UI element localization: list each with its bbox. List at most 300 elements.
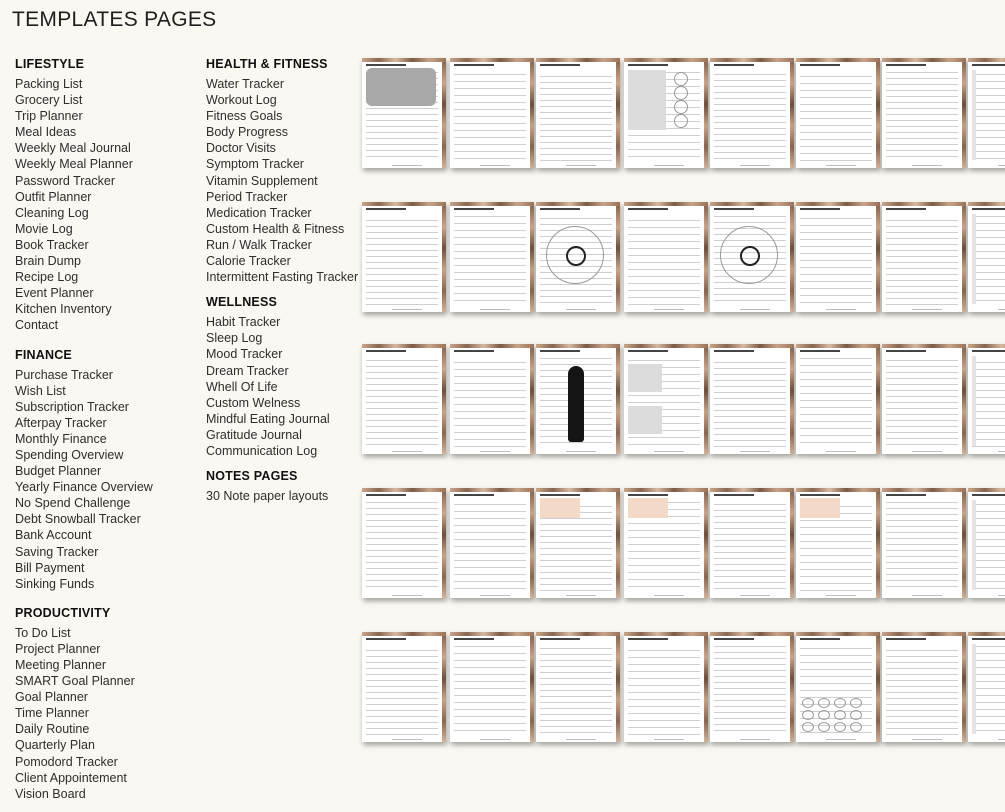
ruled-line bbox=[628, 579, 700, 580]
thumbnail-heading bbox=[540, 64, 580, 66]
template-link[interactable]: Movie Log bbox=[15, 221, 73, 236]
ruled-line bbox=[886, 426, 958, 427]
ruled-line bbox=[972, 581, 1005, 582]
ruled-line bbox=[714, 670, 786, 671]
template-page-thumbnail[interactable] bbox=[450, 488, 534, 598]
template-page-thumbnail[interactable] bbox=[710, 58, 794, 168]
ruled-line bbox=[628, 276, 700, 277]
template-page-thumbnail[interactable] bbox=[624, 58, 708, 168]
ruled-line bbox=[714, 222, 786, 223]
template-link[interactable]: Dream Tracker bbox=[206, 363, 289, 378]
ruled-line bbox=[628, 402, 700, 403]
ruled-line bbox=[886, 550, 958, 551]
template-link[interactable]: Purchase Tracker bbox=[15, 367, 113, 382]
template-link[interactable]: Yearly Finance Overview bbox=[15, 480, 153, 495]
template-page-thumbnail[interactable] bbox=[450, 58, 534, 168]
footer-line bbox=[654, 595, 684, 596]
template-page-thumbnail[interactable] bbox=[536, 488, 620, 598]
ruled-line bbox=[800, 590, 872, 591]
ruled-line bbox=[714, 368, 786, 369]
template-link[interactable]: To Do List bbox=[15, 625, 71, 640]
template-link[interactable]: Book Tracker bbox=[15, 237, 89, 252]
ruled-line bbox=[972, 723, 1005, 724]
template-link[interactable]: Monthly Finance bbox=[15, 431, 107, 446]
template-page-thumbnail[interactable] bbox=[796, 632, 880, 742]
footer-line bbox=[998, 739, 1005, 740]
ruled-line bbox=[540, 530, 612, 531]
ruled-line bbox=[366, 674, 438, 675]
thumbnail-row bbox=[362, 58, 1005, 170]
template-link[interactable]: Meeting Planner bbox=[15, 658, 107, 672]
thumbnail-heading bbox=[714, 208, 754, 210]
ruled-line bbox=[540, 584, 612, 585]
template-link[interactable]: 30 Note paper layouts bbox=[206, 489, 329, 504]
ruled-line bbox=[540, 82, 612, 83]
ruled-line bbox=[800, 548, 872, 549]
thumbnail-heading bbox=[800, 350, 840, 352]
ruled-line bbox=[886, 574, 958, 575]
ruled-line bbox=[714, 564, 786, 565]
template-link[interactable]: Time Planner bbox=[15, 706, 89, 721]
ruled-line bbox=[886, 668, 958, 669]
thumbnail-heading bbox=[540, 208, 580, 210]
ruled-line bbox=[714, 110, 786, 111]
ruled-line bbox=[800, 239, 872, 240]
template-page-thumbnail[interactable] bbox=[968, 344, 1005, 454]
ruled-line bbox=[540, 524, 612, 525]
ruled-line bbox=[366, 650, 438, 651]
tab-bar bbox=[450, 632, 534, 636]
ruled-line bbox=[886, 662, 958, 663]
ruled-line bbox=[628, 360, 700, 361]
tab-bar bbox=[536, 344, 620, 348]
ruled-line bbox=[714, 706, 786, 707]
ruled-line bbox=[714, 516, 786, 517]
template-link[interactable]: Workout Log bbox=[206, 93, 277, 108]
ruled-line bbox=[454, 560, 526, 561]
ruled-line bbox=[366, 366, 438, 367]
template-page-thumbnail[interactable] bbox=[968, 202, 1005, 312]
footer-line bbox=[740, 739, 770, 740]
template-page-thumbnail[interactable] bbox=[796, 202, 880, 312]
ruled-line bbox=[886, 72, 958, 73]
template-link[interactable]: Gratitude Journal bbox=[206, 427, 302, 442]
ruled-line bbox=[800, 386, 872, 387]
tab-bar bbox=[968, 202, 1005, 206]
ruled-line bbox=[454, 709, 526, 710]
ruled-line bbox=[366, 298, 438, 299]
footer-line bbox=[912, 739, 942, 740]
template-link[interactable]: Sleep Log bbox=[206, 331, 263, 346]
ruled-line bbox=[454, 376, 526, 377]
template-page-thumbnail[interactable] bbox=[710, 202, 794, 312]
ruled-line bbox=[366, 438, 438, 439]
template-link[interactable]: Wish List bbox=[15, 383, 66, 398]
ruled-line bbox=[800, 655, 872, 656]
ruled-line bbox=[886, 692, 958, 693]
template-link[interactable]: Body Progress bbox=[206, 125, 288, 140]
ruled-line bbox=[972, 369, 1005, 370]
ruled-line bbox=[972, 716, 1005, 717]
ruled-line bbox=[366, 256, 438, 257]
ruled-line bbox=[454, 404, 526, 405]
ruled-line bbox=[886, 538, 958, 539]
ruled-line bbox=[886, 366, 958, 367]
template-page-thumbnail[interactable] bbox=[796, 488, 880, 598]
template-page-thumbnail[interactable] bbox=[710, 344, 794, 454]
template-link[interactable]: Period Tracker bbox=[206, 189, 288, 204]
ruled-line bbox=[800, 281, 872, 282]
ruled-line bbox=[366, 274, 438, 275]
template-page-thumbnail[interactable] bbox=[362, 632, 446, 742]
template-page-thumbnail[interactable] bbox=[362, 488, 446, 598]
section-heading: NOTES PAGES bbox=[206, 469, 298, 484]
ruled-line bbox=[628, 444, 700, 445]
template-page-thumbnail[interactable] bbox=[710, 488, 794, 598]
template-page-thumbnail[interactable] bbox=[882, 202, 966, 312]
template-page-thumbnail[interactable] bbox=[624, 632, 708, 742]
ruled-line bbox=[800, 676, 872, 677]
footer-line bbox=[826, 451, 856, 452]
template-link[interactable]: Client Appointement bbox=[15, 770, 127, 785]
template-link[interactable]: Quarterly Plan bbox=[15, 738, 95, 753]
ruled-line bbox=[540, 572, 612, 573]
side-tabs bbox=[790, 636, 794, 742]
ruled-line bbox=[628, 437, 700, 438]
ruled-line bbox=[366, 262, 438, 263]
footer-line bbox=[566, 165, 596, 166]
template-page-thumbnail[interactable] bbox=[362, 344, 446, 454]
template-link[interactable]: Budget Planner bbox=[15, 464, 102, 479]
template-page-thumbnail[interactable] bbox=[536, 344, 620, 454]
ruled-line bbox=[972, 95, 1005, 96]
ruled-line bbox=[886, 680, 958, 681]
template-link[interactable]: No Spend Challenge bbox=[15, 496, 131, 511]
template-page-thumbnail[interactable] bbox=[968, 58, 1005, 168]
template-link[interactable]: Pomodord Tracker bbox=[15, 754, 118, 769]
template-page-thumbnail[interactable] bbox=[968, 488, 1005, 598]
challenge-circle bbox=[802, 698, 814, 708]
side-tabs bbox=[790, 62, 794, 168]
ruled-line bbox=[454, 123, 526, 124]
ruled-line bbox=[972, 695, 1005, 696]
ruled-line bbox=[366, 396, 438, 397]
ruled-line bbox=[972, 446, 1005, 447]
template-page-thumbnail[interactable] bbox=[536, 632, 620, 742]
ruled-line bbox=[540, 666, 612, 667]
ruled-line bbox=[454, 688, 526, 689]
template-link[interactable]: Custom Welness bbox=[206, 395, 301, 410]
template-page-thumbnail[interactable] bbox=[450, 344, 534, 454]
template-link[interactable]: SMART Goal Planner bbox=[15, 674, 135, 689]
ruled-line bbox=[886, 232, 958, 233]
ruled-line bbox=[800, 125, 872, 126]
template-page-thumbnail[interactable] bbox=[450, 202, 534, 312]
template-link[interactable]: Daily Routine bbox=[15, 722, 90, 737]
ruled-line bbox=[800, 583, 872, 584]
section-lifestyle bbox=[15, 55, 195, 334]
ruled-line bbox=[714, 134, 786, 135]
template-page-thumbnail[interactable] bbox=[882, 58, 966, 168]
ruled-line bbox=[972, 702, 1005, 703]
ruled-line bbox=[628, 713, 700, 714]
ruled-line bbox=[886, 722, 958, 723]
template-link[interactable]: Medication Tracker bbox=[206, 205, 312, 220]
template-link[interactable]: Bank Account bbox=[15, 528, 92, 543]
ruled-line bbox=[886, 256, 958, 257]
template-link[interactable]: Trip Planner bbox=[15, 109, 83, 124]
thumbnail-heading bbox=[454, 638, 494, 640]
ruled-line bbox=[454, 730, 526, 731]
template-link[interactable]: Grocery List bbox=[15, 93, 83, 108]
footer-line bbox=[740, 165, 770, 166]
template-link[interactable]: Vision Board bbox=[15, 786, 86, 801]
template-page-thumbnail[interactable] bbox=[536, 202, 620, 312]
ruled-line bbox=[714, 688, 786, 689]
ruled-line bbox=[540, 106, 612, 107]
template-link[interactable]: Kitchen Inventory bbox=[15, 302, 112, 317]
template-link[interactable]: Communication Log bbox=[206, 443, 318, 458]
tab-bar bbox=[882, 58, 966, 62]
template-link[interactable]: Outfit Planner bbox=[15, 189, 92, 204]
ruled-line bbox=[972, 390, 1005, 391]
template-link[interactable]: Packing List bbox=[15, 77, 83, 91]
page-title: TEMPLATES PAGES bbox=[12, 8, 217, 31]
template-link[interactable]: Subscription Tracker bbox=[15, 399, 129, 414]
ruled-line bbox=[366, 538, 438, 539]
ruled-line bbox=[714, 86, 786, 87]
template-link[interactable]: Cleaning Log bbox=[15, 205, 89, 220]
ruled-line bbox=[454, 258, 526, 259]
template-link[interactable]: Mood Tracker bbox=[206, 347, 283, 362]
ruled-line bbox=[366, 292, 438, 293]
tab-bar bbox=[536, 488, 620, 492]
template-page-thumbnail[interactable] bbox=[968, 632, 1005, 742]
ruled-line bbox=[366, 144, 438, 145]
body-figure bbox=[568, 366, 584, 442]
template-link[interactable]: Symptom Tracker bbox=[206, 157, 304, 172]
template-link[interactable]: Mindful Eating Journal bbox=[206, 411, 330, 426]
ruled-line bbox=[972, 251, 1005, 252]
ruled-line bbox=[454, 525, 526, 526]
template-link[interactable]: Weekly Meal Planner bbox=[15, 157, 133, 172]
ruled-line bbox=[714, 570, 786, 571]
thumbnail-row bbox=[362, 632, 1005, 744]
template-page-thumbnail[interactable] bbox=[362, 202, 446, 312]
template-link[interactable]: Run / Walk Tracker bbox=[206, 237, 312, 252]
ruled-line bbox=[800, 118, 872, 119]
template-link[interactable]: Project Planner bbox=[15, 641, 101, 656]
ruled-line bbox=[800, 267, 872, 268]
ruled-line bbox=[366, 668, 438, 669]
ruled-line bbox=[800, 576, 872, 577]
template-page-thumbnail[interactable] bbox=[796, 58, 880, 168]
circle-slot bbox=[674, 72, 688, 86]
template-link[interactable]: Afterpay Tracker bbox=[15, 415, 107, 430]
template-link[interactable]: Vitamin Supplement bbox=[206, 173, 318, 188]
ruled-line bbox=[800, 260, 872, 261]
template-link[interactable]: Event Planner bbox=[15, 286, 94, 301]
footer-line bbox=[654, 309, 684, 310]
ruled-line bbox=[714, 588, 786, 589]
template-link[interactable]: Contact bbox=[15, 318, 59, 333]
footer-line bbox=[392, 451, 422, 452]
image-box bbox=[628, 406, 662, 434]
ruled-line bbox=[972, 518, 1005, 519]
template-link[interactable]: Recipe Log bbox=[15, 270, 79, 285]
template-link[interactable]: Spending Overview bbox=[15, 447, 124, 462]
template-link[interactable]: Password Tracker bbox=[15, 173, 116, 188]
footer-line bbox=[480, 739, 510, 740]
ruled-line bbox=[454, 411, 526, 412]
template-link[interactable]: Brain Dump bbox=[15, 254, 81, 269]
ruled-line bbox=[540, 560, 612, 561]
image-box bbox=[628, 70, 666, 130]
ruled-line bbox=[628, 149, 700, 150]
ruled-line bbox=[800, 139, 872, 140]
ruled-line bbox=[972, 376, 1005, 377]
side-tabs bbox=[530, 492, 534, 598]
template-link[interactable]: Bill Payment bbox=[15, 560, 85, 575]
template-link[interactable]: Goal Planner bbox=[15, 690, 88, 705]
ruled-line bbox=[628, 241, 700, 242]
ruled-line bbox=[714, 510, 786, 511]
ruled-line bbox=[628, 135, 700, 136]
template-link[interactable]: Doctor Visits bbox=[206, 141, 276, 156]
ruled-line bbox=[714, 362, 786, 363]
side-tabs bbox=[790, 206, 794, 312]
template-page-thumbnail[interactable] bbox=[710, 632, 794, 742]
template-link[interactable]: Meal Ideas bbox=[15, 125, 77, 140]
template-page-thumbnail[interactable] bbox=[624, 344, 708, 454]
ruled-line bbox=[800, 442, 872, 443]
template-link[interactable]: Sinking Funds bbox=[15, 576, 95, 591]
ruled-line bbox=[972, 74, 1005, 75]
ruled-line bbox=[714, 92, 786, 93]
index-column bbox=[972, 500, 976, 590]
ruled-line bbox=[714, 216, 786, 217]
ruled-line bbox=[972, 404, 1005, 405]
template-page-thumbnail[interactable] bbox=[882, 632, 966, 742]
template-link[interactable]: Custom Health & Fitness bbox=[206, 221, 345, 236]
ruled-line bbox=[714, 712, 786, 713]
ruled-line bbox=[800, 435, 872, 436]
template-link[interactable]: Debt Snowball Tracker bbox=[15, 512, 141, 527]
footer-line bbox=[392, 165, 422, 166]
ruled-line bbox=[540, 732, 612, 733]
thumbnail-heading bbox=[714, 350, 754, 352]
template-link[interactable]: Fitness Goals bbox=[206, 109, 283, 124]
index-column bbox=[972, 644, 976, 734]
template-page-thumbnail[interactable] bbox=[882, 488, 966, 598]
ruled-line bbox=[886, 728, 958, 729]
ruled-line bbox=[886, 532, 958, 533]
ruled-line bbox=[972, 660, 1005, 661]
side-tabs bbox=[962, 636, 966, 742]
ruled-line bbox=[800, 253, 872, 254]
ruled-line bbox=[628, 664, 700, 665]
ruled-line bbox=[800, 358, 872, 359]
template-link[interactable]: Water Tracker bbox=[206, 77, 285, 91]
template-link[interactable]: Intermittent Fasting Tracker bbox=[206, 270, 359, 285]
ruled-line bbox=[800, 527, 872, 528]
ruled-line bbox=[366, 586, 438, 587]
thumbnail-row bbox=[362, 202, 1005, 314]
ruled-line bbox=[540, 590, 612, 591]
ruled-line bbox=[454, 518, 526, 519]
footer-line bbox=[480, 595, 510, 596]
ruled-line bbox=[628, 248, 700, 249]
ruled-line bbox=[714, 440, 786, 441]
template-link[interactable]: Saving Tracker bbox=[15, 544, 99, 559]
ruled-line bbox=[886, 396, 958, 397]
ruled-line bbox=[366, 226, 438, 227]
ruled-line bbox=[714, 140, 786, 141]
ruled-line bbox=[714, 146, 786, 147]
ruled-line bbox=[714, 98, 786, 99]
side-tabs bbox=[876, 206, 880, 312]
thumbnail-heading bbox=[886, 350, 926, 352]
template-page-thumbnail[interactable] bbox=[796, 344, 880, 454]
template-list-column-2 bbox=[206, 55, 366, 514]
ruled-line bbox=[628, 586, 700, 587]
ruled-line bbox=[800, 562, 872, 563]
template-link[interactable]: Habit Tracker bbox=[206, 315, 281, 330]
thumbnail-heading bbox=[886, 494, 926, 496]
ruled-line bbox=[886, 698, 958, 699]
template-link[interactable]: Weekly Meal Journal bbox=[15, 141, 131, 156]
thumbnail-heading bbox=[454, 64, 494, 66]
template-page-thumbnail[interactable] bbox=[362, 58, 446, 168]
ruled-line bbox=[540, 284, 612, 285]
ruled-line bbox=[714, 116, 786, 117]
ruled-line bbox=[972, 383, 1005, 384]
ruled-line bbox=[454, 588, 526, 589]
ruled-line bbox=[366, 420, 438, 421]
ruled-line bbox=[800, 97, 872, 98]
template-page-thumbnail[interactable] bbox=[624, 488, 708, 598]
tab-bar bbox=[968, 58, 1005, 62]
ruled-line bbox=[366, 432, 438, 433]
ruled-line bbox=[454, 230, 526, 231]
ruled-line bbox=[886, 96, 958, 97]
template-page-thumbnail[interactable] bbox=[882, 344, 966, 454]
ruled-line bbox=[972, 265, 1005, 266]
template-page-thumbnail[interactable] bbox=[536, 58, 620, 168]
ruled-line bbox=[714, 540, 786, 541]
ruled-line bbox=[540, 130, 612, 131]
template-page-thumbnail[interactable] bbox=[450, 632, 534, 742]
template-link[interactable]: Whell Of Life bbox=[206, 379, 278, 394]
ruled-line bbox=[540, 726, 612, 727]
highlight-box bbox=[628, 498, 668, 518]
thumbnail-heading bbox=[540, 350, 580, 352]
thumbnail-heading bbox=[366, 64, 406, 66]
ruled-line bbox=[972, 158, 1005, 159]
ruled-line bbox=[628, 565, 700, 566]
ruled-line bbox=[454, 272, 526, 273]
footer-line bbox=[740, 595, 770, 596]
challenge-circle bbox=[850, 698, 862, 708]
footer-line bbox=[566, 595, 596, 596]
template-list-column-1 bbox=[15, 55, 195, 812]
ruled-line bbox=[714, 576, 786, 577]
ruled-line bbox=[886, 244, 958, 245]
template-page-thumbnail[interactable] bbox=[624, 202, 708, 312]
ruled-line bbox=[972, 588, 1005, 589]
template-link[interactable]: Calorie Tracker bbox=[206, 254, 291, 269]
ruled-line bbox=[628, 395, 700, 396]
